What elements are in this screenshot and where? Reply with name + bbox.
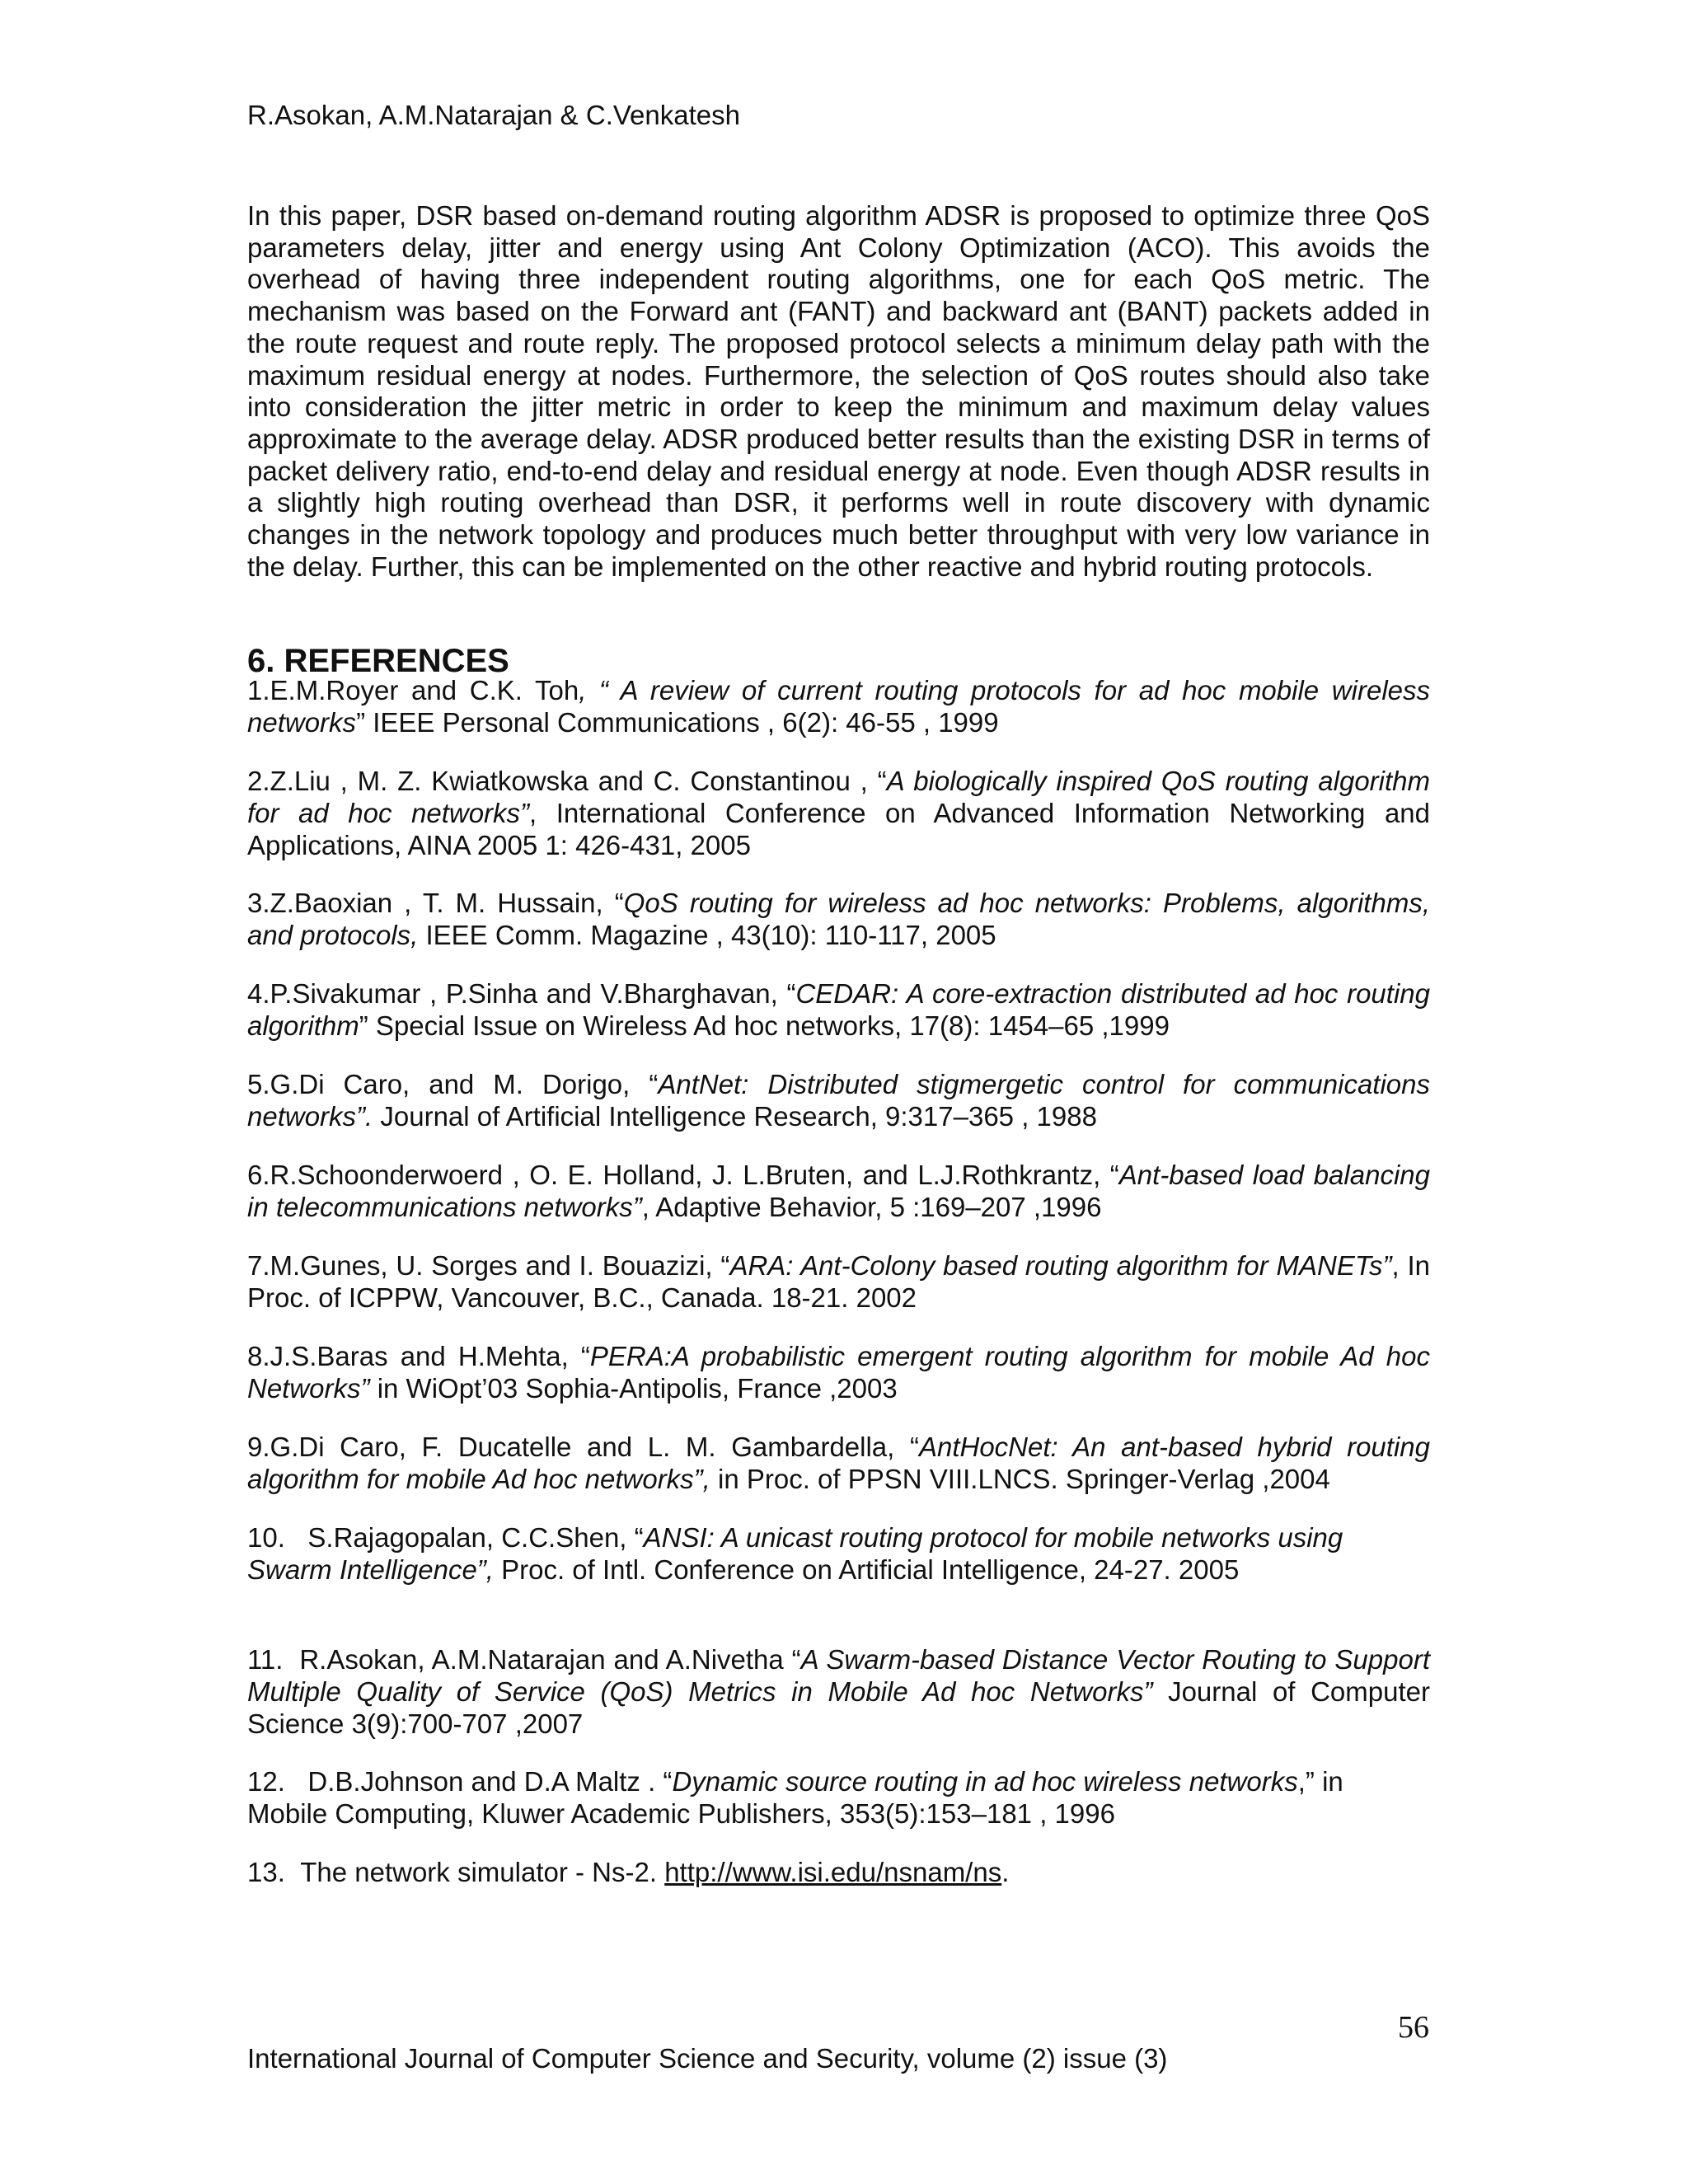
- reference-title: Ant-based load balancing in telecommunications networks”: [247, 1160, 1430, 1222]
- reference-source: ” IEEE Personal Communications , 6(2): 46-55 , 1999: [356, 707, 999, 738]
- reference-number: 10.: [247, 1522, 285, 1553]
- reference-title: ARA: Ant-Colony based routing algorithm for MANETs”: [729, 1250, 1392, 1281]
- reference-title: PERA:A probabilistic emergent routing algorithm for mobile Ad hoc Networks”: [247, 1341, 1430, 1404]
- reference-source: , International Conference on Advanced Information Networking and Applications, AINA 2005 1: 426-431, 2005: [247, 798, 1431, 860]
- reference-title: Dynamic source routing in ad hoc wireless networks: [672, 1766, 1298, 1797]
- reference-number: 2.: [247, 766, 270, 796]
- reference-authors: R.Asokan, A.M.Natarajan and A.Nivetha “: [299, 1644, 801, 1675]
- reference-authors: S.Rajagopalan, C.C.Shen, “: [307, 1522, 644, 1553]
- reference-number: 4.: [247, 978, 270, 1009]
- reference-source: Journal of Artificial Intelligence Research, 9:317–365 , 1988: [373, 1101, 1097, 1132]
- reference-authors: G.Di Caro, and M. Dorigo, “: [270, 1069, 659, 1099]
- reference-item-12: [247, 1765, 1430, 1830]
- reference-title: CEDAR: A core-extraction distributed ad hoc routing algorithm: [247, 978, 1430, 1041]
- page-number: 56: [1398, 2010, 1429, 2045]
- reference-authors: Z.Liu , M. Z. Kwiatkowska and C. Constantinou , “: [270, 766, 887, 796]
- reference-source: in WiOpt’03 Sophia-Antipolis, France ,2003: [369, 1373, 898, 1404]
- references-heading: 6. REFERENCES: [247, 643, 509, 679]
- reference-number: 8.: [247, 1341, 270, 1371]
- reference-authors: Z.Baoxian , T. M. Hussain, “: [270, 888, 624, 918]
- reference-number: 7.: [247, 1250, 270, 1281]
- reference-number: 5.: [247, 1069, 270, 1099]
- reference-source: Journal of Computer Science 3(9):700-707 ,2007: [247, 1676, 1430, 1739]
- reference-source: ,” in Mobile Computing, Kluwer Academic Publishers, 353(5):153–181 , 1996: [247, 1766, 1343, 1829]
- reference-link[interactable]: http://www.isi.edu/nsnam/ns: [664, 1857, 1002, 1887]
- reference-item-5: [247, 1068, 1430, 1132]
- reference-number: 11.: [247, 1644, 284, 1675]
- reference-title: ANSI: A unicast routing protocol for mobile networks using Swarm Intelligence”,: [247, 1522, 1343, 1585]
- reference-number: 13.: [247, 1857, 285, 1887]
- conclusion-paragraph: In this paper, DSR based on-demand routing algorithm ADSR is proposed to optimize three QoS parameters delay, jitter and energy using Ant Colony Optimization (ACO). This avoids the overhead of having three independent routing algorithms, one for each QoS metric. The mechanism was based on the Forward ant (FANT) and backward ant (BANT) packets added in the route request and route reply. The proposed protocol selects a minimum delay path with the maximum residual energy at nodes. Furthermore, the selection of QoS routes should also take into consideration the jitter metric in order to keep the minimum and maximum delay values approximate to the average delay. ADSR produced better results than the existing DSR in terms of packet delivery ratio, end-to-end delay and residual energy at node. Even though ADSR results in a slightly high routing overhead than DSR, it performs well in route discovery with dynamic changes in the network topology and produces much better throughput with very low variance in the delay. Further, this can be implemented on the other reactive and hybrid routing protocols.: [247, 200, 1430, 582]
- reference-source: .: [1001, 1857, 1010, 1887]
- reference-source: in Proc. of PPSN VIII.LNCS. Springer-Verlag ,2004: [710, 1464, 1330, 1494]
- reference-title: A biologically inspired QoS routing algorithm for ad hoc networks”: [247, 766, 1431, 828]
- reference-authors: P.Sivakumar , P.Sinha and V.Bharghavan, “: [270, 978, 796, 1009]
- reference-authors: G.Di Caro, F. Ducatelle and L. M. Gambardella, “: [270, 1432, 919, 1462]
- reference-authors: E.M.Royer and C.K. Toh: [270, 675, 579, 705]
- reference-item-8: [247, 1340, 1430, 1404]
- journal-footer: International Journal of Computer Science and Security, volume (2) issue (3): [247, 2043, 1168, 2074]
- reference-number: 3.: [247, 888, 270, 918]
- reference-title: AntHocNet: An ant-based hybrid routing algorithm for mobile Ad hoc networks”,: [247, 1432, 1430, 1494]
- reference-authors: M.Gunes, U. Sorges and I. Bouazizi, “: [270, 1250, 730, 1281]
- reference-item-9: [247, 1431, 1430, 1495]
- reference-source: IEEE Comm. Magazine , 43(10): 110-117, 2005: [418, 920, 996, 950]
- reference-source: , Adaptive Behavior, 5 :169–207 ,1996: [641, 1192, 1102, 1222]
- running-header-authors: R.Asokan, A.M.Natarajan & C.Venkatesh: [247, 100, 740, 130]
- reference-number: 1.: [247, 675, 270, 705]
- reference-source: Proc. of Intl. Conference on Artificial Intelligence, 24-27. 2005: [493, 1554, 1240, 1585]
- reference-item-10: [247, 1521, 1385, 1586]
- reference-source: , In Proc. of ICPPW, Vancouver, B.C., Canada. 18-21. 2002: [247, 1250, 1431, 1313]
- reference-item-13: [247, 1856, 1430, 1888]
- reference-authors: J.S.Baras and H.Mehta, “: [270, 1341, 590, 1371]
- reference-number: 12.: [247, 1766, 285, 1797]
- reference-title: AntNet: Distributed stigmergetic control for communications networks”.: [247, 1069, 1430, 1132]
- reference-source: ” Special Issue on Wireless Ad hoc networks, 17(8): 1454–65 ,1999: [359, 1010, 1170, 1041]
- reference-item-4: [247, 977, 1430, 1042]
- reference-item-6: [247, 1159, 1430, 1223]
- reference-authors: The network simulator - Ns-2.: [300, 1857, 665, 1887]
- reference-authors: D.B.Johnson and D.A Maltz . “: [307, 1766, 673, 1797]
- reference-item-3: [247, 887, 1430, 951]
- reference-item-11: [247, 1643, 1430, 1740]
- reference-number: 6.: [247, 1160, 270, 1190]
- reference-item-2: [247, 765, 1430, 861]
- reference-item-1: [247, 674, 1430, 738]
- reference-item-7: [247, 1249, 1430, 1314]
- reference-title: QoS routing for wireless ad hoc networks: Problems, algorithms, and protocols,: [247, 888, 1430, 950]
- reference-title: A Swarm-based Distance Vector Routing to Support Multiple Quality of Service (QoS) Metrics in Mobile Ad hoc Networks”: [247, 1644, 1431, 1707]
- reference-authors: R.Schoonderwoerd , O. E. Holland, J. L.Bruten, and L.J.Rothkrantz, “: [270, 1160, 1119, 1190]
- reference-number: 9.: [247, 1432, 270, 1462]
- reference-title: , “ A review of current routing protocols for ad hoc mobile wireless networks: [247, 675, 1430, 738]
